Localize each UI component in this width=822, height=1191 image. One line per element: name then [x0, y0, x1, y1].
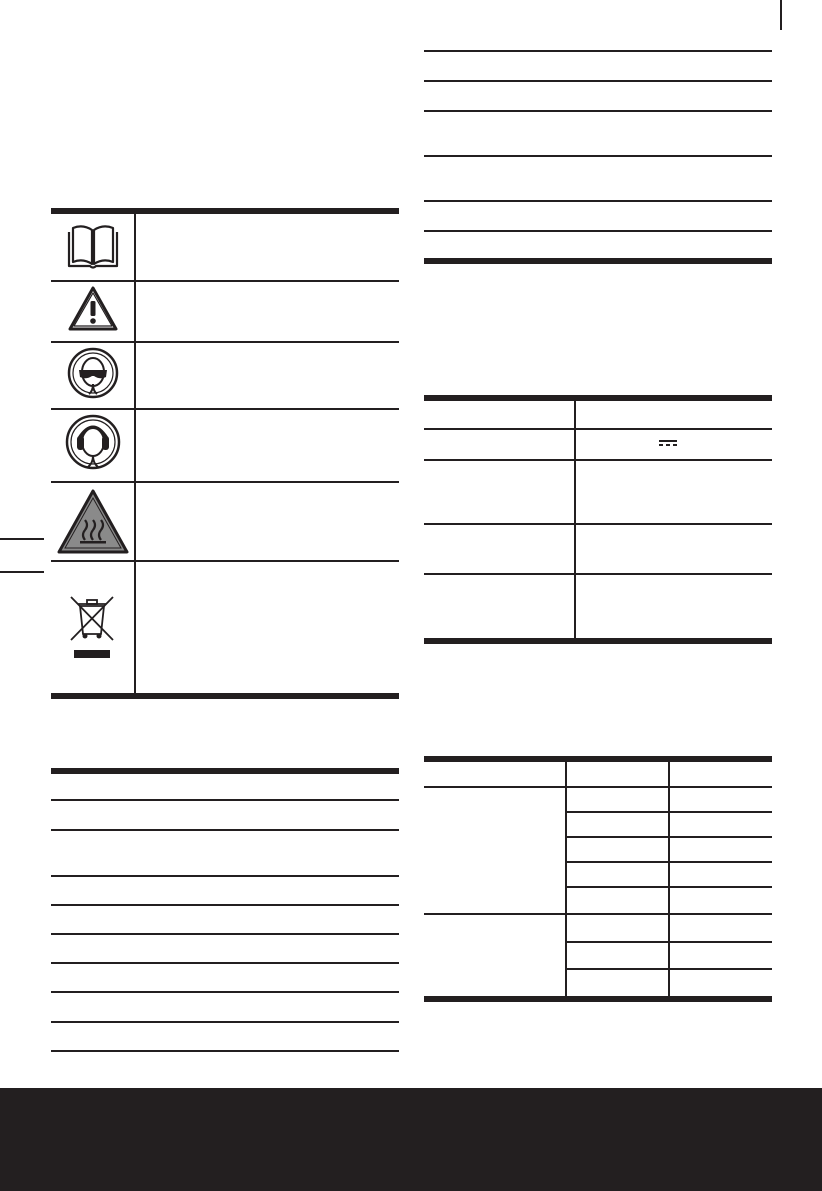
symbol-table-top-rule: [51, 208, 399, 214]
spec-row-rule: [424, 428, 772, 430]
spec-top-rule: [424, 395, 772, 401]
grid-row-rule: [424, 913, 772, 915]
list-row-rule: [424, 155, 772, 157]
grid-col-divider: [668, 762, 670, 996]
symbol-row-rule: [51, 481, 399, 483]
list-row-rule: [51, 991, 399, 993]
grid-row-rule: [565, 861, 772, 863]
grid-top-rule: [424, 756, 772, 762]
manual-book-icon: [66, 222, 120, 272]
grid-row-rule: [565, 968, 772, 970]
hot-surface-icon: [56, 488, 130, 556]
dc-voltage-symbol: [659, 438, 677, 448]
side-tab-mark: [0, 538, 44, 540]
spec-row-rule: [424, 523, 772, 525]
list-row-rule: [51, 799, 399, 801]
symbol-row-rule: [51, 341, 399, 343]
crop-mark-top: [780, 0, 782, 30]
list-row-rule: [51, 904, 399, 906]
list-row-rule: [51, 933, 399, 935]
side-tab-mark: [0, 571, 44, 573]
warning-triangle-icon: [67, 285, 119, 333]
symbol-row-rule: [51, 280, 399, 282]
grid-row-rule: [565, 941, 772, 943]
footer-band: [0, 1088, 822, 1191]
list-row-rule: [424, 80, 772, 82]
list-row-rule: [424, 230, 772, 232]
list-row-rule: [424, 110, 772, 112]
spec-bottom-rule: [424, 638, 772, 644]
list-row-rule: [51, 829, 399, 831]
list-row-rule: [51, 1021, 399, 1023]
grid-row-rule: [424, 786, 772, 788]
list-row-rule: [424, 50, 772, 52]
spec-row-rule: [424, 573, 772, 575]
safety-glasses-icon: [67, 347, 119, 399]
list-row-rule: [51, 875, 399, 877]
ear-protection-icon: [65, 414, 121, 470]
grid-row-rule: [565, 886, 772, 888]
weee-crossed-bin-icon: [68, 592, 116, 662]
list-bottom-rule: [424, 258, 772, 264]
list-row-rule: [51, 962, 399, 964]
list-row-rule: [51, 1050, 399, 1052]
list-row-rule: [424, 200, 772, 202]
grid-bottom-rule: [424, 996, 772, 1002]
grid-col-divider: [565, 762, 567, 996]
grid-row-rule: [565, 836, 772, 838]
symbol-row-rule: [51, 560, 399, 562]
grid-row-rule: [565, 811, 772, 813]
spec-col-divider: [574, 401, 576, 638]
symbol-row-rule: [51, 408, 399, 410]
symbol-table-divider: [134, 214, 136, 694]
spec-row-rule: [424, 459, 772, 461]
list-top-rule: [51, 768, 399, 774]
symbol-table-bottom-rule: [51, 693, 399, 699]
